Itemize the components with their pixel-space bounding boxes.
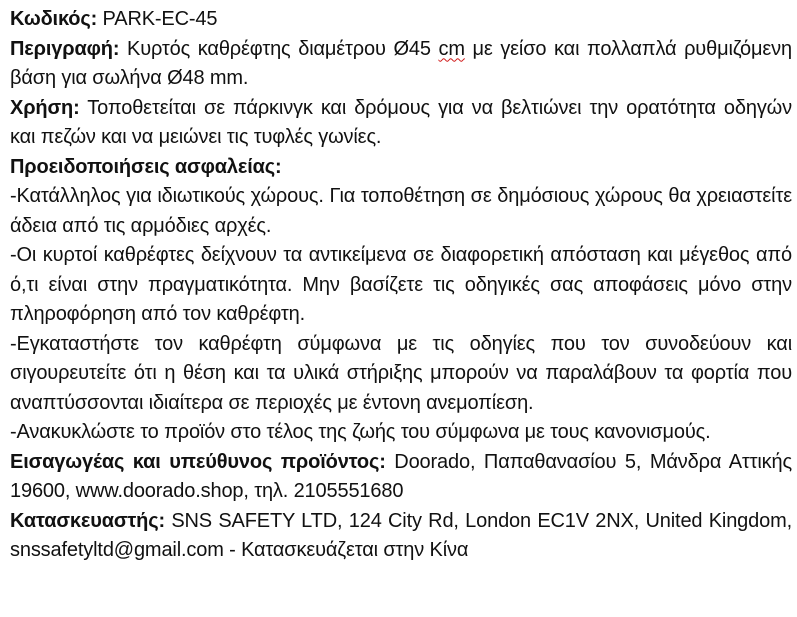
warning-item: -Ανακυκλώστε το προϊόν στο τέλος της ζωής του σύμφωνα με τους κανονισμούς. (10, 421, 711, 443)
importer-label: Εισαγωγέας και υπεύθυνος προϊόντος: (10, 450, 386, 473)
description-label: Περιγραφή: (10, 37, 120, 60)
product-label-document (10, 5, 792, 566)
description-paragraph (10, 35, 792, 94)
code-label: Κωδικός: (10, 8, 98, 30)
warning-item: -Οι κυρτοί καθρέφτες δείχνουν τα αντικείμενα σε διαφορετική απόσταση και μέγεθος από ό,τι είναι στην πραγματικότητα. Μην βασίζετε τις οδηγικές σας αποφάσεις μόνο στην πληροφόρηση από τον καθρέφτη. (10, 244, 792, 325)
usage-text: Τοποθετείται σε πάρκινγκ και δρόμους για να βελτιώνει την ορατότητα οδηγών και πεζών και να μειώνει τις τυφλές γωνίες. (10, 96, 792, 148)
usage-label: Χρήση: (10, 96, 80, 119)
warning-item: -Εγκαταστήστε τον καθρέφτη σύμφωνα με τις οδηγίες που τον συνοδεύουν και σιγουρευτείτε ότι η θέση και τα υλικά στήριξης μπορούν να παραλάβουν τα φορτία που αναπτύσσονται ιδιαίτερα σε περιοχές με έντονη ανεμοπίεση. (10, 332, 792, 414)
importer-paragraph (10, 448, 792, 507)
manufacturer-text: SNS SAFETY LTD, 124 City Rd, London EC1V 2NX, United Kingdom, snssafetyltd@gmail.com - Κατασκευάζεται στην Κίνα (10, 509, 792, 561)
warnings-heading (10, 153, 792, 183)
usage-paragraph (10, 94, 792, 153)
warning-item: -Κατάλληλος για ιδιωτικούς χώρους. Για τοποθέτηση σε δημόσιους χώρους θα χρειαστείτε άδεια από τις αρμόδιες αρχές. (10, 185, 792, 237)
spellcheck-flagged-word[interactable]: cm (438, 37, 465, 60)
manufacturer-label: Κατασκευαστής: (10, 509, 165, 532)
description-text-after: με γείσο και πολλαπλά ρυθμιζόμενη βάση για σωλήνα Ø48 mm. (10, 37, 792, 89)
importer-text: Doorado, Παπαθανασίου 5, Μάνδρα Αττικής 19600, www.doorado.shop, τηλ. 2105551680 (10, 450, 792, 502)
code-value: PARK-EC-45 (97, 8, 218, 30)
description-text-before: Κυρτός καθρέφτης διαμέτρου Ø45 (119, 37, 439, 60)
manufacturer-paragraph (10, 507, 792, 566)
code-line (10, 5, 792, 35)
warnings-heading-label: Προειδοποιήσεις ασφαλείας: (10, 155, 282, 178)
